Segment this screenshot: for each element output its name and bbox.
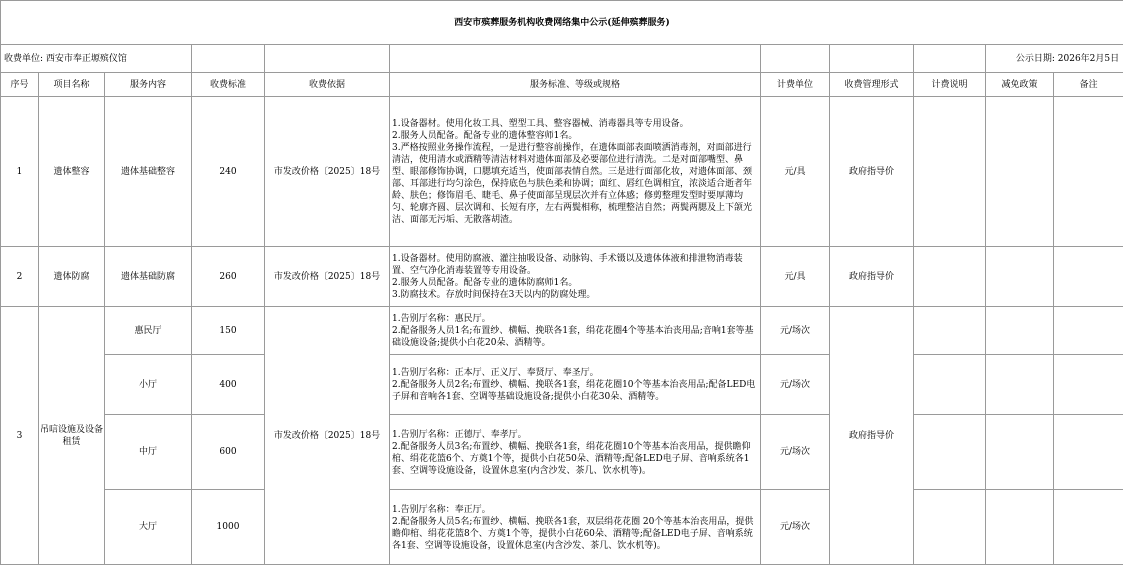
publish-date-label: 公示日期:	[1015, 53, 1055, 64]
row-remark	[1054, 415, 1123, 490]
row-item: 遗体整容	[39, 97, 105, 247]
standard-line: 1.告别厅名称：惠民厅。	[392, 314, 491, 324]
row-standard	[390, 247, 761, 307]
fee-unit-name: 西安市奉正塬殡仪馆	[45, 53, 127, 64]
standard-line: 1.告别厅名称：奉正厅。	[392, 504, 491, 515]
row-note	[914, 355, 986, 415]
row-mgmt: 政府指导价	[830, 247, 914, 307]
row-unit: 元/场次	[761, 355, 830, 415]
standard-line: 2.配备服务人员3名;布置纱、横幅、挽联各1套，绢花花圈10个等基本治丧用品，提供瞻仰棺、绢花花篮6个、方奠1个等，提供小白花50朵、酒精等;配备LED电子屏、音响系统各1套、空调等设施设备，设置休息室(内含沙发、茶几、饮水机等)。	[392, 441, 751, 476]
header-mgmt: 收费管理形式	[830, 73, 914, 97]
row-price: 260	[192, 247, 265, 307]
row-note	[914, 247, 986, 307]
row-content: 惠民厅	[105, 307, 192, 355]
row-note	[914, 415, 986, 490]
row-note	[914, 490, 986, 565]
standard-line: 3.防腐技术。存放时间保持在3天以内的防腐处理。	[392, 290, 596, 300]
fee-unit-label: 收费单位:	[4, 53, 44, 64]
header-item: 项目名称	[39, 73, 105, 97]
publish-date	[986, 45, 1123, 73]
standard-line: 2.配备服务人员1名;布置纱、横幅、挽联各1套，绢花花圈4个等基本治丧用品;音响1套等基础设施设备;提供小白花20朵、酒精等。	[392, 326, 754, 348]
row-unit: 元/场次	[761, 490, 830, 565]
standard-line: 2.服务人员配备。配备专业的遗体整容师1名。	[392, 131, 578, 141]
table-row	[1, 97, 1123, 247]
standard-line: 3.严格按照业务操作流程，一是进行整容前操作，在遗体面部表面喷洒消毒剂，对面部进行清洁，使用清水或酒精等清洁材料对遗体面部及必要部位进行清洗。二是对面部嘴型、鼻型、眼部修饰协调，口腮填充适当，使面部表情自然。三是进行面部化妆，对遗体面部、颈部、耳部进行均匀涂色，保持底色与肤色柔和协调；面红、唇红色调相宜，浓淡适合逝者年龄、肤色；修饰眉毛、睫毛、鼻子使面部呈现层次并有立体感；修剪整理发型时要厚薄均匀、轮廓齐圆、层次调和、长短有序，左右两鬓相称，梳理整洁自然；两鬓两腮及上下颌光洁、面部无污垢、无散落胡渣。	[392, 143, 753, 225]
row-remark	[1054, 490, 1123, 565]
header-content: 服务内容	[105, 73, 192, 97]
table-row	[1, 415, 1123, 490]
header-row	[1, 73, 1123, 97]
table-row	[1, 490, 1123, 565]
row-note	[914, 97, 986, 247]
table-row	[1, 355, 1123, 415]
meta-empty	[192, 45, 265, 73]
header-policy: 减免政策	[986, 73, 1054, 97]
row-price: 1000	[192, 490, 265, 565]
standard-line: 2.配备服务人员2名;布置纱、横幅、挽联各1套，绢花花圈10个等基本治丧用品;配备LED电子屏和音响各1套、空调等基础设施设备;提供小白花30朵、酒精等。	[392, 380, 756, 402]
fee-unit	[1, 45, 192, 73]
row-standard	[390, 97, 761, 247]
standard-line: 2.配备服务人员5名;布置纱、横幅、挽联各1套，双层绢花花圈 20个等基本治丧用品，提供瞻仰棺、绢花花篮8个、方奠1个等，提供小白花60朵、酒精等;配备LED电子屏、音响系统各1套、空调等设施设备，设置休息室(内含沙发、茶几、饮水机等)。	[392, 516, 754, 551]
row-no: 1	[1, 97, 39, 247]
row-basis: 市发改价格〔2025〕18号	[265, 97, 390, 247]
row-unit: 元/场次	[761, 307, 830, 355]
header-unit: 计费单位	[761, 73, 830, 97]
row-price: 240	[192, 97, 265, 247]
meta-empty	[830, 45, 914, 73]
header-note: 计费说明	[914, 73, 986, 97]
row-policy	[986, 490, 1054, 565]
standard-line: 1.设备器材。使用化妆工具、塑型工具、整容器械、消毒器具等专用设备。	[392, 119, 689, 129]
row-content: 遗体基础防腐	[105, 247, 192, 307]
row-price: 400	[192, 355, 265, 415]
row-mgmt: 政府指导价	[830, 307, 914, 565]
header-basis: 收费依据	[265, 73, 390, 97]
row-policy	[986, 97, 1054, 247]
row-standard	[390, 415, 761, 490]
row-item: 遗体防腐	[39, 247, 105, 307]
header-standard: 服务标准、等级或规格	[390, 73, 761, 97]
row-no: 2	[1, 247, 39, 307]
row-remark	[1054, 307, 1123, 355]
row-policy	[986, 307, 1054, 355]
row-price: 600	[192, 415, 265, 490]
row-policy	[986, 415, 1054, 490]
row-item: 吊唁设施及设备租赁	[39, 307, 105, 565]
row-basis: 市发改价格〔2025〕18号	[265, 247, 390, 307]
table-row	[1, 307, 1123, 355]
row-content: 大厅	[105, 490, 192, 565]
row-unit: 元/具	[761, 97, 830, 247]
row-unit: 元/场次	[761, 415, 830, 490]
table-row	[1, 247, 1123, 307]
meta-empty	[265, 45, 390, 73]
standard-line: 2.服务人员配备。配备专业的遗体防腐师1名。	[392, 278, 578, 288]
row-note	[914, 307, 986, 355]
page-title: 西安市殡葬服务机构收费网络集中公示(延伸殡葬服务)	[1, 1, 1123, 45]
row-standard	[390, 490, 761, 565]
row-remark	[1054, 97, 1123, 247]
row-remark	[1054, 355, 1123, 415]
row-content: 遗体基础整容	[105, 97, 192, 247]
row-remark	[1054, 247, 1123, 307]
standard-line: 1.告别厅名称：正德厅、奉孝厅。	[392, 429, 527, 440]
row-policy	[986, 355, 1054, 415]
row-mgmt: 政府指导价	[830, 97, 914, 247]
row-standard	[390, 307, 761, 355]
row-basis: 市发改价格〔2025〕18号	[265, 307, 390, 565]
publish-date-value: 2026年2月5日	[1057, 53, 1120, 64]
row-content: 小厅	[105, 355, 192, 415]
row-content: 中厅	[105, 415, 192, 490]
meta-empty	[761, 45, 830, 73]
row-no: 3	[1, 307, 39, 565]
standard-line: 1.设备器材。使用防腐液、灌注抽吸设备、动脉钩、手术镊以及遗体体液和排泄物消毒装置、空气净化消毒装置等专用设备。	[392, 254, 743, 276]
row-unit: 元/具	[761, 247, 830, 307]
header-no: 序号	[1, 73, 39, 97]
meta-empty	[914, 45, 986, 73]
row-price: 150	[192, 307, 265, 355]
header-remark: 备注	[1054, 73, 1123, 97]
standard-line: 1.告别厅名称：正本厅、正义厅、奉贤厅、奉圣厅。	[392, 368, 599, 378]
row-standard	[390, 355, 761, 415]
header-price: 收费标准	[192, 73, 265, 97]
row-policy	[986, 247, 1054, 307]
meta-empty	[390, 45, 761, 73]
